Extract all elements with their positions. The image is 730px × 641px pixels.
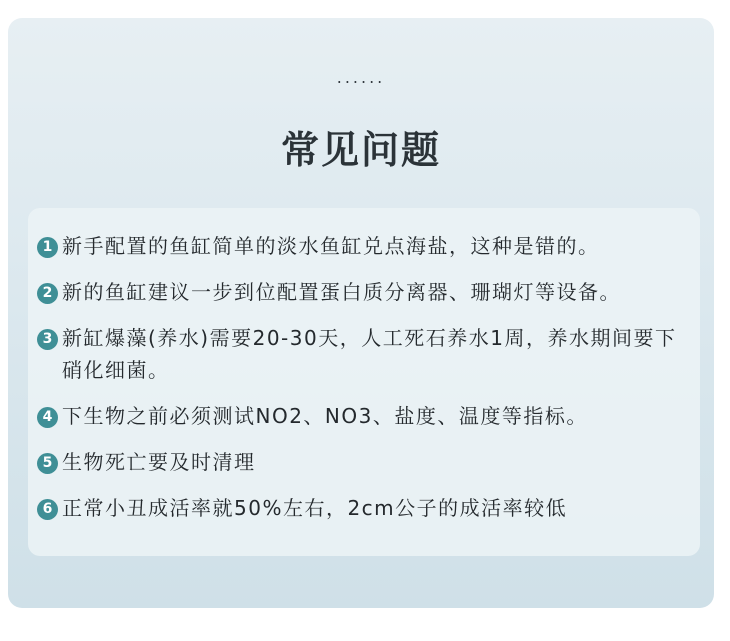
faq-item xyxy=(37,446,697,478)
faq-item xyxy=(37,400,697,432)
faq-panel xyxy=(28,208,700,556)
faq-item xyxy=(37,276,697,308)
faq-item-text: 新缸爆藻(养水)需要20-30天，人工死石养水1周，养水期间要下硝化细菌。 xyxy=(62,326,677,382)
faq-item-text: 新手配置的鱼缸简单的淡水鱼缸兑点海盐，这种是错的。 xyxy=(62,234,600,258)
page-title: 常见问题 xyxy=(280,128,441,172)
number-badge-icon: 4 xyxy=(37,407,58,428)
number-badge-icon: 1 xyxy=(37,237,58,258)
faq-item-text: 新的鱼缸建议一步到位配置蛋白质分离器、珊瑚灯等设备。 xyxy=(62,280,621,304)
number-badge-icon: 5 xyxy=(37,453,58,474)
faq-item xyxy=(37,492,697,524)
faq-item-text: 下生物之前必须测试NO2、NO3、盐度、温度等指标。 xyxy=(62,404,588,428)
faq-card xyxy=(8,18,714,608)
faq-item xyxy=(37,230,697,262)
number-badge-icon: 3 xyxy=(37,329,58,350)
number-badge-icon: 2 xyxy=(37,283,58,304)
faq-item xyxy=(37,322,697,386)
faq-item-text: 生物死亡要及时清理 xyxy=(62,450,256,474)
number-badge-icon: 6 xyxy=(37,499,58,520)
faq-list xyxy=(37,230,697,538)
faq-item-text: 正常小丑成活率就50%左右，2cm公子的成活率较低 xyxy=(62,496,568,520)
decorative-dots: ...... xyxy=(336,68,386,87)
